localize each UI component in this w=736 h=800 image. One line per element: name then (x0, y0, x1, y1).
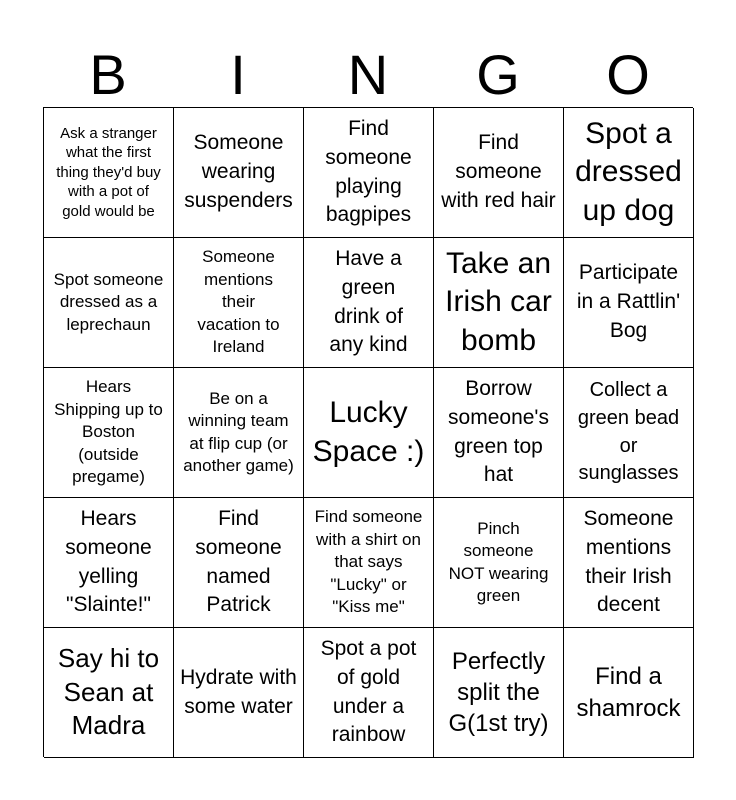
bingo-cell: Hydrate with some water (174, 628, 304, 758)
bingo-cell: Take an Irish car bomb (434, 238, 564, 368)
bingo-cell: Say hi to Sean at Madra (44, 628, 174, 758)
bingo-grid (43, 107, 693, 757)
header-letter-n: N (347, 43, 389, 106)
bingo-cell: Spot someone dressed as a leprechaun (44, 238, 174, 368)
bingo-cell: Be on a winning team at flip cup (or another game) (174, 368, 304, 498)
bingo-cell: Find a shamrock (564, 628, 694, 758)
header-letter-g: G (476, 43, 520, 106)
bingo-header (43, 42, 693, 108)
free-space-cell: Lucky Space :) (304, 368, 434, 498)
bingo-cell: Spot a dressed up dog (564, 108, 694, 238)
bingo-cell: Perfectly split the G(1st try) (434, 628, 564, 758)
bingo-cell: Have a green drink of any kind (304, 238, 434, 368)
bingo-cell: Hears someone yelling "Slainte!" (44, 498, 174, 628)
bingo-cell: Someone mentions their Irish decent (564, 498, 694, 628)
bingo-cell: Hears Shipping up to Boston (outside pregame) (44, 368, 174, 498)
bingo-cell: Someone wearing suspenders (174, 108, 304, 238)
bingo-cell: Borrow someone's green top hat (434, 368, 564, 498)
header-letter-b: B (89, 43, 127, 106)
bingo-cell: Ask a stranger what the first thing they'd buy with a pot of gold would be (44, 108, 174, 238)
bingo-cell: Pinch someone NOT wearing green (434, 498, 564, 628)
bingo-cell: Participate in a Rattlin' Bog (564, 238, 694, 368)
bingo-cell: Find someone named Patrick (174, 498, 304, 628)
bingo-cell: Spot a pot of gold under a rainbow (304, 628, 434, 758)
bingo-cell: Find someone playing bagpipes (304, 108, 434, 238)
header-letter-i: I (230, 43, 246, 106)
bingo-cell: Collect a green bead or sunglasses (564, 368, 694, 498)
bingo-cell: Someone mentions their vacation to Ireland (174, 238, 304, 368)
bingo-cell: Find someone with red hair (434, 108, 564, 238)
bingo-cell: Find someone with a shirt on that says "Lucky" or "Kiss me" (304, 498, 434, 628)
header-letter-o: O (606, 43, 650, 106)
